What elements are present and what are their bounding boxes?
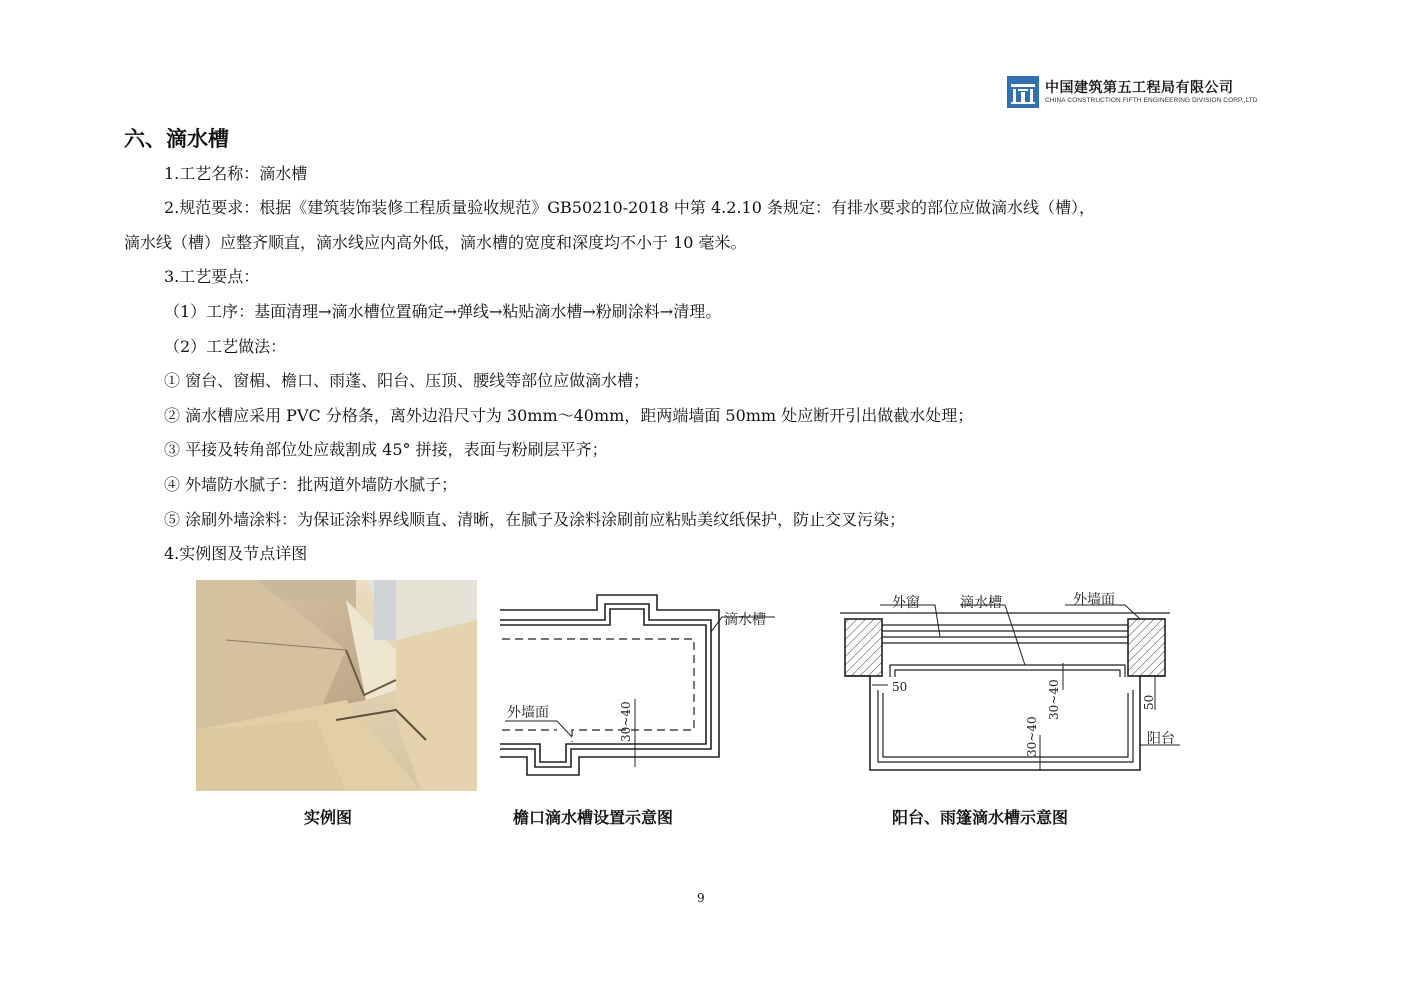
eave-drip-diagram [497,592,787,784]
page-number: 9 [697,891,705,905]
text-line: （1）工序：基面清理→滴水槽位置确定→弹线→粘贴滴水槽→粉刷涂料→清理。 [164,302,722,321]
label-drip-groove: 滴水槽 [960,595,1002,611]
dim-30-40: 30~40 [619,701,633,742]
label-wall-face: 外墙面 [507,705,549,721]
label-balcony: 阳台 [1147,731,1175,747]
company-logo-icon [1007,76,1039,108]
label-outer-window: 外窗 [892,595,920,611]
company-logo [1007,76,1269,110]
text-line: ④ 外墙防水腻子：批两道外墙防水腻子； [164,475,458,494]
text-line: 3.工艺要点： [164,267,260,286]
dim-30-40-lower: 30~40 [1025,716,1039,757]
caption-eave-diagram: 檐口滴水槽设置示意图 [513,808,674,827]
text-line: （2）工艺做法： [164,337,287,356]
label-outer-wall: 外墙面 [1073,592,1115,608]
text-line: ⑤ 涂刷外墙涂料：为保证涂料界线顺直、清晰，在腻子及涂料涂刷前应粘贴美纹纸保护，防止交叉污染； [164,510,906,529]
text-line: 滴水线（槽）应整齐顺直，滴水线应内高外低，滴水槽的宽度和深度均不小于 10 毫米。 [124,233,747,252]
example-photo [196,580,477,791]
dim-50: 50 [892,680,908,694]
dim-50-right: 50 [1142,694,1156,710]
text-line: 2.规范要求：根据《建筑装饰装修工程质量验收规范》GB50210-2018 中第 4.2.10 条规定：有排水要求的部位应做滴水线（槽）， [164,198,1095,217]
label-drip-groove: 滴水槽 [724,612,766,628]
section-title: 六、滴水槽 [124,127,229,151]
dim-30-40-upper: 30~40 [1047,679,1061,720]
text-line: 1.工艺名称：滴水槽 [164,164,308,183]
company-name-cn: 中国建筑第五工程局有限公司 [1045,80,1234,96]
text-line: ② 滴水槽应采用 PVC 分格条，离外边沿尺寸为 30mm～40mm，距两端墙面 50mm 处应断开引出做截水处理； [164,406,974,425]
text-line: ③ 平接及转角部位处应裁割成 45° 拼接，表面与粉刷层平齐； [164,440,608,459]
caption-example-photo: 实例图 [304,808,353,827]
text-line: 4.实例图及节点详图 [164,544,308,563]
balcony-drip-diagram [840,585,1180,777]
text-line: ① 窗台、窗楣、檐口、雨蓬、阳台、压顶、腰线等部位应做滴水槽； [164,371,650,390]
caption-balcony-diagram: 阳台、雨篷滴水槽示意图 [892,808,1069,827]
company-name-en: CHINA CONSTRUCTION FIFTH ENGINEERING DIVISION CORP.,LTD [1045,97,1258,104]
